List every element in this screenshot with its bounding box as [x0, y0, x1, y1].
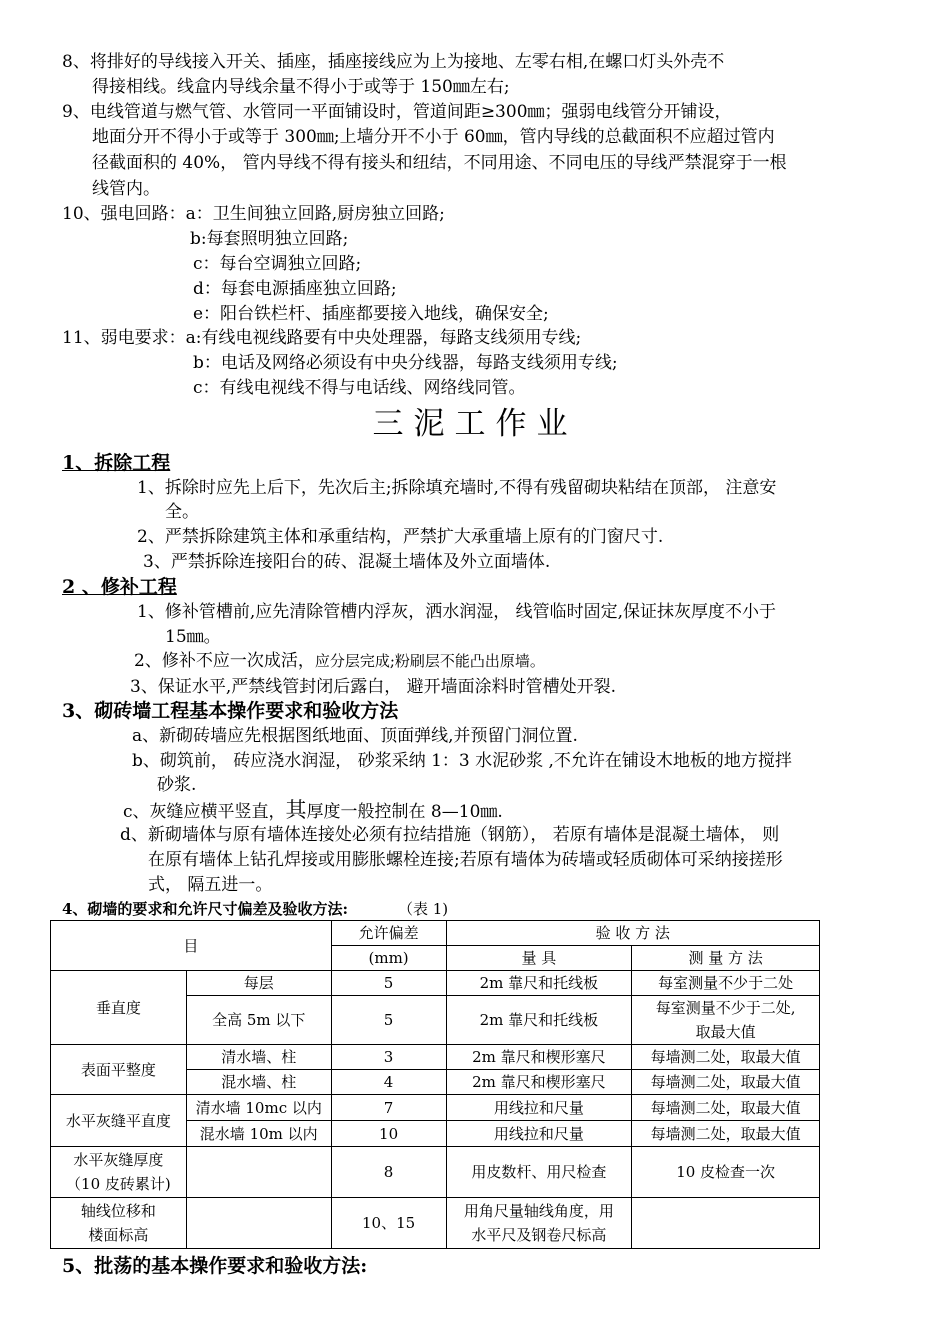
repair-item-1-line2: 15㎜。	[165, 627, 221, 647]
heading-table: 4、砌墙的要求和允许尺寸偏差及验收方法:	[62, 900, 348, 918]
item-11-c: c：有线电视线不得与电话线、网络线同管。	[193, 378, 526, 398]
cell-sub: 清水墙 10mc 以内	[186, 1095, 331, 1121]
item-10-b: b:每套照明独立回路;	[190, 229, 349, 249]
cell-tool: 用线拉和尺量	[446, 1121, 632, 1147]
item-10-e: e：阳台铁栏杆、插座都要接入地线，确保安全;	[193, 304, 549, 324]
item-11-line1: 11、弱电要求：a:有线电视线路要有中央处理器，每路支线须用专线;	[62, 328, 582, 348]
cell-tool-line1: 用角尺量轴线角度，用	[463, 1202, 614, 1220]
item-10-c: c：每台空调独立回路;	[193, 254, 362, 274]
brick-item-d-line1: d、新砌墙体与原有墙体连接处必须有拉结措施（钢筋）， 若原有墙体是混凝土墙体， 则	[120, 825, 780, 845]
table-row	[51, 1147, 820, 1198]
cell-tool: 2m 靠尺和楔形塞尺	[446, 1070, 632, 1095]
cell-item-line2: （10 皮砖累计)	[66, 1175, 171, 1193]
cell-sub: 混水墙、柱	[186, 1070, 331, 1095]
cell-measure: 10 皮检查一次	[632, 1147, 820, 1198]
item-8-line1: 8、将排好的导线接入开关、插座，插座接线应为上为接地、左零右相,在螺口灯头外壳不	[62, 52, 725, 72]
cell-tool: 2m 靠尺和托线板	[446, 971, 632, 996]
item-11-b: b：电话及网络必须设有中央分线器，每路支线须用专线;	[193, 353, 618, 373]
demolition-item-2: 2、严禁拆除建筑主体和承重结构，严禁扩大承重墙上原有的门窗尺寸.	[137, 527, 664, 547]
header-unit: (mm)	[331, 946, 446, 971]
item-10-line1: 10、强电回路：a：卫生间独立回路,厨房独立回路;	[62, 204, 445, 224]
cell-tol: 7	[331, 1095, 446, 1121]
cell-item-line1: 轴线位移和	[80, 1202, 156, 1220]
cell-tol: 3	[331, 1045, 446, 1070]
header-tool: 量 具	[446, 946, 632, 971]
cell-measure: 每墙测二处，取最大值	[632, 1045, 820, 1070]
cell-tool: 用皮数杆、用尺检查	[446, 1147, 632, 1198]
cell-sub: 混水墙 10m 以内	[186, 1121, 331, 1147]
cell-tol: 10	[331, 1121, 446, 1147]
demolition-item-3: 3、严禁拆除连接阳台的砖、混凝土墙体及外立面墙体.	[143, 552, 551, 572]
section-title: 三泥工作业	[372, 406, 578, 442]
table-row	[51, 1198, 820, 1249]
cell-tool-line2: 水平尺及钢卷尺标高	[471, 1226, 607, 1244]
brick-item-d-line2: 在原有墙体上钻孔焊接或用膨胀螺栓连接;若原有墙体为砖墙或轻质砌体可采纳接搓形	[148, 850, 783, 870]
brick-item-c-pre: c、灰缝应横平竖直，	[123, 802, 286, 822]
header-measure: 测 量 方 法	[632, 946, 820, 971]
header-item: 目	[51, 921, 332, 971]
repair-item-2-main: 2、修补不应一次成活，	[134, 651, 315, 671]
table-row	[51, 1045, 820, 1070]
cell-item	[51, 1147, 187, 1198]
cell-tol: 8	[331, 1147, 446, 1198]
demolition-item-1-line1: 1、拆除时应先上后下，先次后主;拆除填充墙时,不得有残留砌块粘结在顶部， 注意安	[137, 478, 777, 498]
brick-item-a: a、新砌砖墙应先根据图纸地面、顶面弹线,并预留门洞位置.	[132, 726, 578, 746]
header-method: 验 收 方 法	[446, 921, 819, 946]
cell-measure: 每室测量不少于二处	[632, 971, 820, 996]
table-caption	[62, 898, 448, 919]
cell-item-line2: 楼面标高	[88, 1226, 149, 1244]
cell-tool: 用线拉和尺量	[446, 1095, 632, 1121]
heading-brick: 3、砌砖墙工程基本操作要求和验收方法	[62, 700, 399, 722]
cell-tol: 5	[331, 971, 446, 996]
item-9-line1: 9、电线管道与燃气管、水管同一平面铺设时，管道间距≥300㎜；强弱电线管分开铺设，	[62, 102, 732, 122]
heading-plaster: 5、批荡的基本操作要求和验收方法:	[62, 1255, 368, 1277]
cell-measure: 每墙测二处，取最大值	[632, 1070, 820, 1095]
cell-tol: 5	[331, 996, 446, 1045]
cell-tool: 2m 靠尺和托线板	[446, 996, 632, 1045]
repair-item-2-small: 应分层完成;粉刷层不能凸出原墙。	[314, 652, 545, 670]
cell-measure	[632, 1198, 820, 1249]
repair-item-2	[134, 649, 545, 673]
heading-demolition: 1、拆除工程	[62, 452, 171, 474]
tolerance-table	[50, 920, 820, 1249]
table-row	[51, 1095, 820, 1121]
cell-sub	[186, 1147, 331, 1198]
item-9-line4: 线管内。	[92, 179, 160, 199]
cell-tool	[446, 1198, 632, 1249]
cell-measure-line1: 每室测量不少于二处,	[655, 999, 796, 1017]
heading-repair: 2 、修补工程	[62, 576, 177, 598]
item-9-line2: 地面分开不得小于或等于 300㎜;上墙分开不小于 60㎜，管内导线的总截面积不应超过管内	[92, 127, 775, 147]
cell-item-line1: 水平灰缝厚度	[73, 1151, 164, 1169]
cell-tol: 10、15	[331, 1198, 446, 1249]
demolition-item-1-line2: 全。	[165, 502, 199, 522]
cell-sub: 清水墙、柱	[186, 1045, 331, 1070]
brick-item-c	[123, 798, 503, 822]
item-10-d: d：每套电源插座独立回路;	[193, 279, 397, 299]
cell-item	[51, 1198, 187, 1249]
cell-tool: 2m 靠尺和楔形塞尺	[446, 1045, 632, 1070]
cell-sub: 每层	[186, 971, 331, 996]
cell-measure: 每墙测二处，取最大值	[632, 1121, 820, 1147]
brick-item-b-line1: b、砌筑前， 砖应浇水润湿， 砂浆采纳 1：3 水泥砂浆 ,不允许在铺设木地板的地方搅拌	[132, 751, 792, 771]
item-9-line3: 径截面积的 40%， 管内导线不得有接头和纽结，不同用途、不同电压的导线严禁混穿于一根	[92, 153, 787, 173]
brick-item-d-line3: 式， 隔五进一。	[148, 875, 273, 895]
cell-measure: 每墙测二处，取最大值	[632, 1095, 820, 1121]
brick-item-c-post: 厚度一般控制在 8—10㎜.	[306, 802, 503, 822]
table-note: （表 1)	[397, 900, 449, 918]
cell-measure-line2: 取最大值	[695, 1023, 756, 1041]
repair-item-1-line1: 1、修补管槽前,应先清除管槽内浮灰，洒水润湿， 线管临时固定,保证抹灰厚度不小于	[137, 602, 777, 622]
header-tolerance: 允许偏差	[331, 921, 446, 946]
cell-sub: 全高 5m 以下	[186, 996, 331, 1045]
table-row	[51, 971, 820, 996]
cell-measure	[632, 996, 820, 1045]
table-header-row	[51, 921, 820, 946]
brick-item-b-line2: 砂浆.	[157, 775, 197, 795]
cell-item: 垂直度	[51, 971, 187, 1045]
cell-tol: 4	[331, 1070, 446, 1095]
cell-item: 水平灰缝平直度	[51, 1095, 187, 1147]
cell-item: 表面平整度	[51, 1045, 187, 1095]
item-8-line2: 得接相线。线盒内导线余量不得小于或等于 150㎜左右;	[92, 77, 510, 97]
cell-sub	[186, 1198, 331, 1249]
brick-item-c-large: 其	[285, 798, 307, 822]
repair-item-3: 3、保证水平,严禁线管封闭后露白， 避开墙面涂料时管槽处开裂.	[130, 677, 617, 697]
